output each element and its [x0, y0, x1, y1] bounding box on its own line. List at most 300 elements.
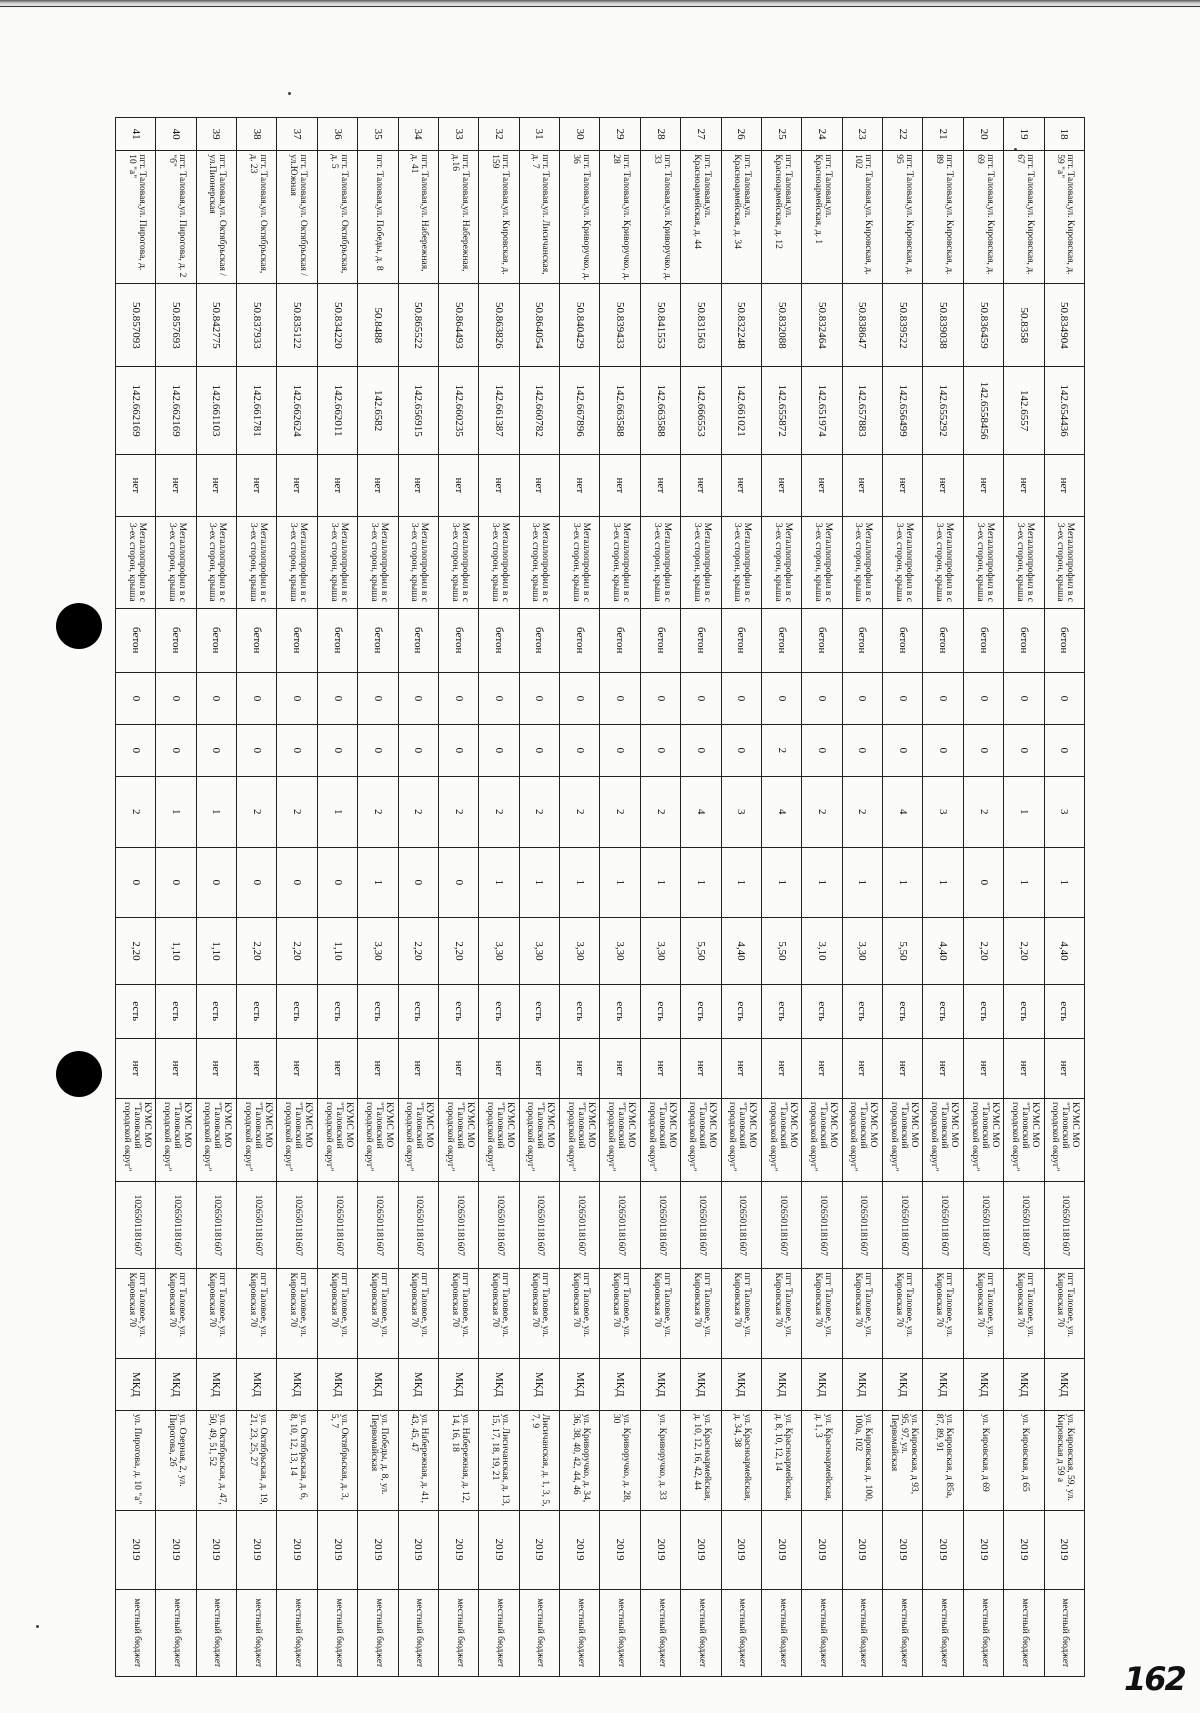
table-row: [317, 118, 357, 1677]
count-cell: 0: [317, 724, 357, 776]
bunker-count-cell: 1: [923, 847, 963, 918]
latitude-cell: 50.832248: [721, 284, 761, 367]
container-count-cell: 4: [883, 776, 923, 847]
latitude-cell: 50.832464: [802, 284, 842, 367]
table-body: [116, 118, 1085, 1677]
budget-cell: местный бюджет: [600, 1589, 640, 1676]
address-cell: пгт. Таловая,ул. Кировская, д. 89: [923, 151, 963, 284]
container-count-cell: 2: [802, 776, 842, 847]
lighting-cell: есть: [640, 984, 680, 1038]
covered-cell: нет: [398, 454, 438, 516]
container-count-cell: 2: [842, 776, 882, 847]
area-cell: 3,30: [358, 918, 398, 985]
owner-address-cell: пгт Таловое, ул. Кировская 70: [681, 1269, 721, 1358]
fence-cell: Металлопрофил в с 3-ех сторон, крыша: [519, 517, 559, 608]
separate-collection-cell: нет: [963, 1038, 1003, 1098]
owner-address-cell: пгт Таловое, ул. Кировская 70: [317, 1269, 357, 1358]
budget-cell: местный бюджет: [842, 1589, 882, 1676]
separate-collection-cell: нет: [600, 1038, 640, 1098]
ogrn-cell: 1026501181607: [196, 1182, 236, 1269]
longitude-cell: 142.661103: [196, 367, 236, 454]
fence-cell: Металлопрофил в с 3-ех сторон, крыша: [237, 517, 277, 608]
count-cell: 0: [883, 672, 923, 724]
count-cell: 0: [1044, 672, 1084, 724]
address-cell: пгт. Таловая,ул. Лисичанская, д. 7: [519, 151, 559, 284]
fence-cell: Металлопрофил в с 3-ех сторон, крыша: [196, 517, 236, 608]
count-cell: 0: [640, 672, 680, 724]
year-cell: 2019: [317, 1510, 357, 1589]
covered-cell: нет: [439, 454, 479, 516]
table-row: [358, 118, 398, 1677]
ogrn-cell: 1026501181607: [963, 1182, 1003, 1269]
longitude-cell: 142.655292: [923, 367, 963, 454]
longitude-cell: 142.6557: [1004, 367, 1044, 454]
row-number: 33: [439, 118, 479, 151]
covered-cell: нет: [237, 454, 277, 516]
budget-cell: местный бюджет: [156, 1589, 196, 1676]
type-cell: МКД: [883, 1358, 923, 1410]
budget-cell: местный бюджет: [196, 1589, 236, 1676]
address-cell: пгт. Таловая,ул. Красноармейская, д. 1: [802, 151, 842, 284]
ogrn-cell: 1026501181607: [237, 1182, 277, 1269]
owner-cell: КУМС МО "Таловский городской округ": [1004, 1099, 1044, 1182]
rotated-table-wrapper: [115, 117, 1085, 1677]
count-cell: 0: [842, 672, 882, 724]
surface-cell: бетон: [762, 608, 802, 672]
row-number: 34: [398, 118, 438, 151]
budget-cell: местный бюджет: [439, 1589, 479, 1676]
served-objects-cell: ул. Озерная, 2, ул. Пирогова, 2б: [156, 1410, 196, 1510]
row-number: 36: [317, 118, 357, 151]
year-cell: 2019: [237, 1510, 277, 1589]
count-cell: 0: [358, 724, 398, 776]
count-cell: 0: [156, 672, 196, 724]
latitude-cell: 50.839522: [883, 284, 923, 367]
area-cell: 1,10: [317, 918, 357, 985]
row-number: 27: [681, 118, 721, 151]
fence-cell: Металлопрофил в с 3-ех сторон, крыша: [277, 517, 317, 608]
container-count-cell: 1: [196, 776, 236, 847]
budget-cell: местный бюджет: [640, 1589, 680, 1676]
separate-collection-cell: нет: [439, 1038, 479, 1098]
bunker-count-cell: 0: [156, 847, 196, 918]
fence-cell: Металлопрофил в с 3-ех сторон, крыша: [721, 517, 761, 608]
address-cell: пгт. Таловая,ул. Кировская, д. 69: [963, 151, 1003, 284]
served-objects-cell: ул. Октябрьская, д. 6, 8, 10, 12, 13, 14: [277, 1410, 317, 1510]
surface-cell: бетон: [1004, 608, 1044, 672]
surface-cell: бетон: [317, 608, 357, 672]
budget-cell: местный бюджет: [358, 1589, 398, 1676]
budget-cell: местный бюджет: [1044, 1589, 1084, 1676]
year-cell: 2019: [762, 1510, 802, 1589]
owner-cell: КУМС МО "Таловский городской округ": [842, 1099, 882, 1182]
served-objects-cell: ул. Красноармейская, д. 8, 10, 12, 14: [762, 1410, 802, 1510]
ogrn-cell: 1026501181607: [519, 1182, 559, 1269]
count-cell: 0: [560, 724, 600, 776]
type-cell: МКД: [923, 1358, 963, 1410]
table-row: [156, 118, 196, 1677]
container-count-cell: 2: [560, 776, 600, 847]
count-cell: 0: [196, 724, 236, 776]
type-cell: МКД: [196, 1358, 236, 1410]
lighting-cell: есть: [802, 984, 842, 1038]
covered-cell: нет: [681, 454, 721, 516]
count-cell: 0: [237, 724, 277, 776]
budget-cell: местный бюджет: [317, 1589, 357, 1676]
fence-cell: Металлопрофил в с 3-ех сторон, крыша: [439, 517, 479, 608]
year-cell: 2019: [439, 1510, 479, 1589]
latitude-cell: 50.8358: [1004, 284, 1044, 367]
surface-cell: бетон: [358, 608, 398, 672]
year-cell: 2019: [116, 1510, 156, 1589]
latitude-cell: 50.840429: [560, 284, 600, 367]
fence-cell: Металлопрофил в с 3-ех сторон, крыша: [1044, 517, 1084, 608]
row-number: 18: [1044, 118, 1084, 151]
type-cell: МКД: [681, 1358, 721, 1410]
covered-cell: нет: [762, 454, 802, 516]
covered-cell: нет: [116, 454, 156, 516]
covered-cell: нет: [358, 454, 398, 516]
year-cell: 2019: [963, 1510, 1003, 1589]
owner-address-cell: пгт Таловое, ул. Кировская 70: [519, 1269, 559, 1358]
fence-cell: Металлопрофил в с 3-ех сторон, крыша: [600, 517, 640, 608]
latitude-cell: 50.864054: [519, 284, 559, 367]
type-cell: МКД: [842, 1358, 882, 1410]
lighting-cell: есть: [1004, 984, 1044, 1038]
latitude-cell: 50.834904: [1044, 284, 1084, 367]
covered-cell: нет: [640, 454, 680, 516]
row-number: 26: [721, 118, 761, 151]
separate-collection-cell: нет: [721, 1038, 761, 1098]
surface-cell: бетон: [116, 608, 156, 672]
surface-cell: бетон: [479, 608, 519, 672]
served-objects-cell: ул. Криворучко, д. 28, 30: [600, 1410, 640, 1510]
page-number: 162: [1124, 1660, 1185, 1698]
owner-cell: КУМС МО "Таловский городской округ": [439, 1099, 479, 1182]
served-objects-cell: ул. Красноармейская, д. 1, 3: [802, 1410, 842, 1510]
covered-cell: нет: [721, 454, 761, 516]
area-cell: 3,30: [640, 918, 680, 985]
latitude-cell: 50.837933: [237, 284, 277, 367]
bunker-count-cell: 1: [600, 847, 640, 918]
table-row: [116, 118, 156, 1677]
separate-collection-cell: нет: [398, 1038, 438, 1098]
table-row: [923, 118, 963, 1677]
lighting-cell: есть: [358, 984, 398, 1038]
separate-collection-cell: нет: [277, 1038, 317, 1098]
latitude-cell: 50.863826: [479, 284, 519, 367]
fence-cell: Металлопрофил в с 3-ех сторон, крыша: [560, 517, 600, 608]
owner-address-cell: пгт Таловое, ул. Кировская 70: [842, 1269, 882, 1358]
separate-collection-cell: нет: [156, 1038, 196, 1098]
punch-hole-bottom: [56, 1051, 102, 1097]
area-cell: 4,40: [721, 918, 761, 985]
fence-cell: Металлопрофил в с 3-ех сторон, крыша: [1004, 517, 1044, 608]
row-number: 37: [277, 118, 317, 151]
owner-address-cell: пгт Таловое, ул. Кировская 70: [923, 1269, 963, 1358]
ogrn-cell: 1026501181607: [560, 1182, 600, 1269]
row-number: 39: [196, 118, 236, 151]
row-number: 23: [842, 118, 882, 151]
longitude-cell: 142.662011: [317, 367, 357, 454]
covered-cell: нет: [842, 454, 882, 516]
owner-cell: КУМС МО "Таловский городской округ": [317, 1099, 357, 1182]
owner-cell: КУМС МО "Таловский городской округ": [116, 1099, 156, 1182]
latitude-cell: 50.857693: [156, 284, 196, 367]
covered-cell: нет: [883, 454, 923, 516]
separate-collection-cell: нет: [196, 1038, 236, 1098]
surface-cell: бетон: [640, 608, 680, 672]
covered-cell: нет: [600, 454, 640, 516]
owner-address-cell: пгт Таловое, ул. Кировская 70: [439, 1269, 479, 1358]
lighting-cell: есть: [762, 984, 802, 1038]
owner-cell: КУМС МО "Таловский городской округ": [196, 1099, 236, 1182]
separate-collection-cell: нет: [116, 1038, 156, 1098]
fence-cell: Металлопрофил в с 3-ех сторон, крыша: [802, 517, 842, 608]
address-cell: пгт. Таловая,ул. Кировская, д. 102: [842, 151, 882, 284]
separate-collection-cell: нет: [317, 1038, 357, 1098]
container-count-cell: 4: [762, 776, 802, 847]
surface-cell: бетон: [196, 608, 236, 672]
area-cell: 5,50: [883, 918, 923, 985]
count-cell: 0: [277, 672, 317, 724]
owner-address-cell: пгт Таловое, ул. Кировская 70: [721, 1269, 761, 1358]
ogrn-cell: 1026501181607: [640, 1182, 680, 1269]
area-cell: 4,40: [1044, 918, 1084, 985]
year-cell: 2019: [802, 1510, 842, 1589]
owner-address-cell: пгт Таловое, ул. Кировская 70: [277, 1269, 317, 1358]
lighting-cell: есть: [721, 984, 761, 1038]
table-row: [762, 118, 802, 1677]
fence-cell: Металлопрофил в с 3-ех сторон, крыша: [479, 517, 519, 608]
count-cell: 0: [1004, 724, 1044, 776]
address-cell: пгт. Таловая,ул. Октябрьская / ул.Пионерская: [196, 151, 236, 284]
owner-cell: КУМС МО "Таловский городской округ": [802, 1099, 842, 1182]
row-number: 22: [883, 118, 923, 151]
owner-cell: КУМС МО "Таловский городской округ": [1044, 1099, 1084, 1182]
registry-table: [115, 117, 1085, 1677]
longitude-cell: 142.661781: [237, 367, 277, 454]
bunker-count-cell: 0: [439, 847, 479, 918]
served-objects-cell: ул. Красноармейская, д. 10, 12, 16, 42, 44: [681, 1410, 721, 1510]
fence-cell: Металлопрофил в с 3-ех сторон, крыша: [156, 517, 196, 608]
container-count-cell: 1: [1004, 776, 1044, 847]
covered-cell: нет: [156, 454, 196, 516]
address-cell: пгт. Таловая,ул. Набережная, д.16: [439, 151, 479, 284]
scan-speck: [288, 92, 291, 95]
ogrn-cell: 1026501181607: [842, 1182, 882, 1269]
count-cell: 0: [600, 724, 640, 776]
type-cell: МКД: [640, 1358, 680, 1410]
longitude-cell: 142.660235: [439, 367, 479, 454]
lighting-cell: есть: [237, 984, 277, 1038]
area-cell: 2,20: [237, 918, 277, 985]
container-count-cell: 1: [317, 776, 357, 847]
area-cell: 2,20: [963, 918, 1003, 985]
bunker-count-cell: 1: [358, 847, 398, 918]
year-cell: 2019: [640, 1510, 680, 1589]
ogrn-cell: 1026501181607: [1044, 1182, 1084, 1269]
bunker-count-cell: 1: [883, 847, 923, 918]
count-cell: 0: [398, 724, 438, 776]
longitude-cell: 142.662169: [116, 367, 156, 454]
container-count-cell: 3: [721, 776, 761, 847]
longitude-cell: 142.6558456: [963, 367, 1003, 454]
address-cell: пгт. Таловая,ул. Кировская, д. 159: [479, 151, 519, 284]
container-count-cell: 2: [398, 776, 438, 847]
longitude-cell: 142.666553: [681, 367, 721, 454]
surface-cell: бетон: [842, 608, 882, 672]
lighting-cell: есть: [439, 984, 479, 1038]
longitude-cell: 142.663588: [640, 367, 680, 454]
table-row: [963, 118, 1003, 1677]
bunker-count-cell: 0: [116, 847, 156, 918]
longitude-cell: 142.656915: [398, 367, 438, 454]
served-objects-cell: ул. Кировская, 59, ул. Кировская д 59 а: [1044, 1410, 1084, 1510]
area-cell: 1,10: [156, 918, 196, 985]
row-number: 19: [1004, 118, 1044, 151]
separate-collection-cell: нет: [237, 1038, 277, 1098]
table-row: [560, 118, 600, 1677]
lighting-cell: есть: [277, 984, 317, 1038]
lighting-cell: есть: [1044, 984, 1084, 1038]
type-cell: МКД: [963, 1358, 1003, 1410]
area-cell: 2,20: [116, 918, 156, 985]
table-row: [721, 118, 761, 1677]
lighting-cell: есть: [116, 984, 156, 1038]
latitude-cell: 50.864493: [439, 284, 479, 367]
count-cell: 0: [842, 724, 882, 776]
row-number: 21: [923, 118, 963, 151]
bunker-count-cell: 1: [560, 847, 600, 918]
served-objects-cell: ул. Октябрьская, д. 19, 21, 23, 25, 27: [237, 1410, 277, 1510]
longitude-cell: 142.654436: [1044, 367, 1084, 454]
count-cell: 0: [479, 724, 519, 776]
fence-cell: Металлопрофил в с 3-ех сторон, крыша: [923, 517, 963, 608]
lighting-cell: есть: [196, 984, 236, 1038]
budget-cell: местный бюджет: [479, 1589, 519, 1676]
owner-cell: КУМС МО "Таловский городской округ": [560, 1099, 600, 1182]
year-cell: 2019: [883, 1510, 923, 1589]
type-cell: МКД: [358, 1358, 398, 1410]
fence-cell: Металлопрофил в с 3-ех сторон, крыша: [358, 517, 398, 608]
count-cell: 0: [398, 672, 438, 724]
count-cell: 0: [439, 724, 479, 776]
owner-cell: КУМС МО "Таловский городской округ": [640, 1099, 680, 1182]
type-cell: МКД: [398, 1358, 438, 1410]
owner-cell: КУМС МО "Таловский городской округ": [721, 1099, 761, 1182]
served-objects-cell: ул. Лисичанская, д. 13, 15, 17, 18, 19, 21: [479, 1410, 519, 1510]
table-row: [398, 118, 438, 1677]
count-cell: 0: [196, 672, 236, 724]
count-cell: 0: [439, 672, 479, 724]
count-cell: 0: [923, 724, 963, 776]
covered-cell: нет: [560, 454, 600, 516]
address-cell: пгт. Таловая,ул. Кировская, д. 67: [1004, 151, 1044, 284]
type-cell: МКД: [1044, 1358, 1084, 1410]
lighting-cell: есть: [681, 984, 721, 1038]
surface-cell: бетон: [560, 608, 600, 672]
bunker-count-cell: 1: [842, 847, 882, 918]
ogrn-cell: 1026501181607: [156, 1182, 196, 1269]
year-cell: 2019: [519, 1510, 559, 1589]
surface-cell: бетон: [681, 608, 721, 672]
row-number: 41: [116, 118, 156, 151]
year-cell: 2019: [358, 1510, 398, 1589]
surface-cell: бетон: [883, 608, 923, 672]
year-cell: 2019: [721, 1510, 761, 1589]
address-cell: пгт. Таловая,ул. Криворучко, д. 33: [640, 151, 680, 284]
owner-address-cell: пгт Таловое, ул. Кировская 70: [1004, 1269, 1044, 1358]
owner-cell: КУМС МО "Таловский городской округ": [398, 1099, 438, 1182]
table-row: [600, 118, 640, 1677]
table-row: [802, 118, 842, 1677]
year-cell: 2019: [923, 1510, 963, 1589]
latitude-cell: 50.857093: [116, 284, 156, 367]
count-cell: 0: [681, 724, 721, 776]
row-number: 20: [963, 118, 1003, 151]
covered-cell: нет: [479, 454, 519, 516]
lighting-cell: есть: [519, 984, 559, 1038]
type-cell: МКД: [560, 1358, 600, 1410]
container-count-cell: 3: [923, 776, 963, 847]
lighting-cell: есть: [923, 984, 963, 1038]
count-cell: 0: [237, 672, 277, 724]
container-count-cell: 3: [1044, 776, 1084, 847]
budget-cell: местный бюджет: [116, 1589, 156, 1676]
owner-address-cell: пгт Таловое, ул. Кировская 70: [1044, 1269, 1084, 1358]
budget-cell: местный бюджет: [963, 1589, 1003, 1676]
surface-cell: бетон: [963, 608, 1003, 672]
covered-cell: нет: [519, 454, 559, 516]
bunker-count-cell: 1: [1004, 847, 1044, 918]
budget-cell: местный бюджет: [883, 1589, 923, 1676]
area-cell: 3,30: [519, 918, 559, 985]
table-row: [237, 118, 277, 1677]
longitude-cell: 142.662624: [277, 367, 317, 454]
separate-collection-cell: нет: [1004, 1038, 1044, 1098]
bunker-count-cell: 1: [721, 847, 761, 918]
covered-cell: нет: [1044, 454, 1084, 516]
address-cell: пгт. Таловая,ул. Набережная, д. 41: [398, 151, 438, 284]
budget-cell: местный бюджет: [237, 1589, 277, 1676]
latitude-cell: 50.865522: [398, 284, 438, 367]
owner-cell: КУМС МО "Таловский городской округ": [519, 1099, 559, 1182]
separate-collection-cell: нет: [681, 1038, 721, 1098]
table-row: [1044, 118, 1084, 1677]
separate-collection-cell: нет: [802, 1038, 842, 1098]
latitude-cell: 50.841553: [640, 284, 680, 367]
type-cell: МКД: [277, 1358, 317, 1410]
owner-cell: КУМС МО "Таловский городской округ": [600, 1099, 640, 1182]
count-cell: 0: [681, 672, 721, 724]
owner-address-cell: пгт Таловое, ул. Кировская 70: [600, 1269, 640, 1358]
row-number: 31: [519, 118, 559, 151]
count-cell: 0: [1004, 672, 1044, 724]
fence-cell: Металлопрофил в с 3-ех сторон, крыша: [842, 517, 882, 608]
punch-hole-top: [56, 603, 102, 649]
row-number: 38: [237, 118, 277, 151]
table-row: [681, 118, 721, 1677]
address-cell: пгт. Таловая,ул. Пирогова, д. 2 "б": [156, 151, 196, 284]
fence-cell: Металлопрофил в с 3-ех сторон, крыша: [398, 517, 438, 608]
budget-cell: местный бюджет: [681, 1589, 721, 1676]
served-objects-cell: ул. Набережная, д. 12, 14, 16, 18: [439, 1410, 479, 1510]
address-cell: пгт. Таловая,ул. Победы, д. 8: [358, 151, 398, 284]
scan-top-rule: [0, 6, 1200, 7]
served-objects-cell: Лисичанская, д. 1, 3, 5, 7, 9: [519, 1410, 559, 1510]
row-number: 28: [640, 118, 680, 151]
